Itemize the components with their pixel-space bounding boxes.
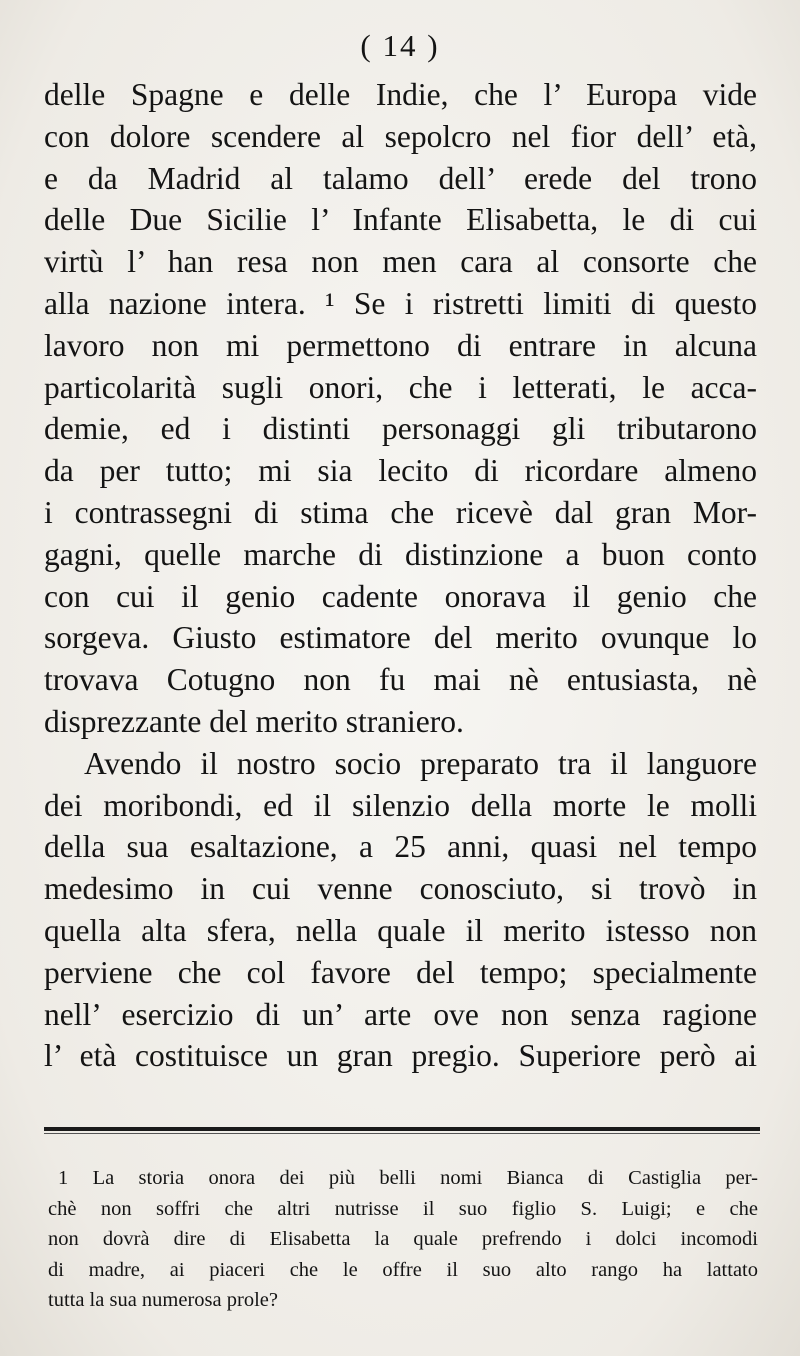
text-line: della sua esaltazione, a 25 anni, quasi nel tempo xyxy=(44,829,757,865)
text-line: gagni, quelle marche di distinzione a buon conto xyxy=(44,536,757,572)
page-number: ( 14 ) xyxy=(360,28,440,63)
footnote-line: 1 La storia onora dei più belli nomi Bianca di Castiglia per- xyxy=(58,1167,758,1189)
footnote-separator xyxy=(44,1127,760,1131)
text-line: e da Madrid al talamo dell’ erede del trono xyxy=(44,160,757,196)
text-line: virtù l’ han resa non men cara al consorte che xyxy=(44,244,757,280)
footnote-line: tutta la sua numerosa prole? xyxy=(48,1289,278,1311)
text-line: delle Due Sicilie l’ Infante Elisabetta, le di cui xyxy=(44,202,757,238)
text-line: dei moribondi, ed il silenzio della morte le molli xyxy=(44,787,757,823)
text-line: medesimo in cui venne conosciuto, si trovò in xyxy=(44,871,757,907)
text-line: sorgeva. Giusto estimatore del merito ovunque lo xyxy=(44,620,757,656)
footnote xyxy=(48,1163,758,1316)
text-line: con dolore scendere al sepolcro nel fior dell’ età, xyxy=(44,118,757,154)
text-line: perviene che col favore del tempo; specialmente xyxy=(44,954,757,990)
text-line: l’ età costituisce un gran pregio. Superiore però ai xyxy=(44,1038,757,1074)
text-line: Avendo il nostro socio preparato tra il languore xyxy=(84,745,757,781)
text-line: disprezzante del merito straniero. xyxy=(44,703,464,739)
footnote-line: chè non soffri che altri nutrisse il suo figlio S. Luigi; e che xyxy=(48,1197,758,1220)
text-line: alla nazione intera. ¹ Se i ristretti limiti di questo xyxy=(44,285,757,321)
text-line: trovava Cotugno non fu mai nè entusiasta, nè xyxy=(44,662,757,698)
text-line: nell’ esercizio di un’ arte ove non senza ragione xyxy=(44,996,757,1032)
text-line: i contrassegni di stima che ricevè dal gran Mor- xyxy=(44,494,757,530)
text-line: particolarità sugli onori, che i letterati, le acca- xyxy=(44,369,757,405)
text-line: demie, ed i distinti personaggi gli tributarono xyxy=(44,411,757,447)
footnote-separator-thin xyxy=(44,1133,760,1134)
footnote-line: non dovrà dire di Elisabetta la quale prefrendo i dolci incomodi xyxy=(48,1228,758,1250)
text-line: con cui il genio cadente onorava il genio che xyxy=(44,578,757,614)
text-line: delle Spagne e delle Indie, che l’ Europa vide xyxy=(44,77,757,112)
text-line: lavoro non mi permettono di entrare in alcuna xyxy=(44,327,757,363)
body-text xyxy=(44,74,757,1077)
text-line: quella alta sfera, nella quale il merito istesso non xyxy=(44,912,757,948)
text-line: da per tutto; mi sia lecito di ricordare almeno xyxy=(44,453,757,489)
footnote-line: di madre, ai piaceri che le offre il suo alto rango ha lattato xyxy=(48,1258,758,1281)
